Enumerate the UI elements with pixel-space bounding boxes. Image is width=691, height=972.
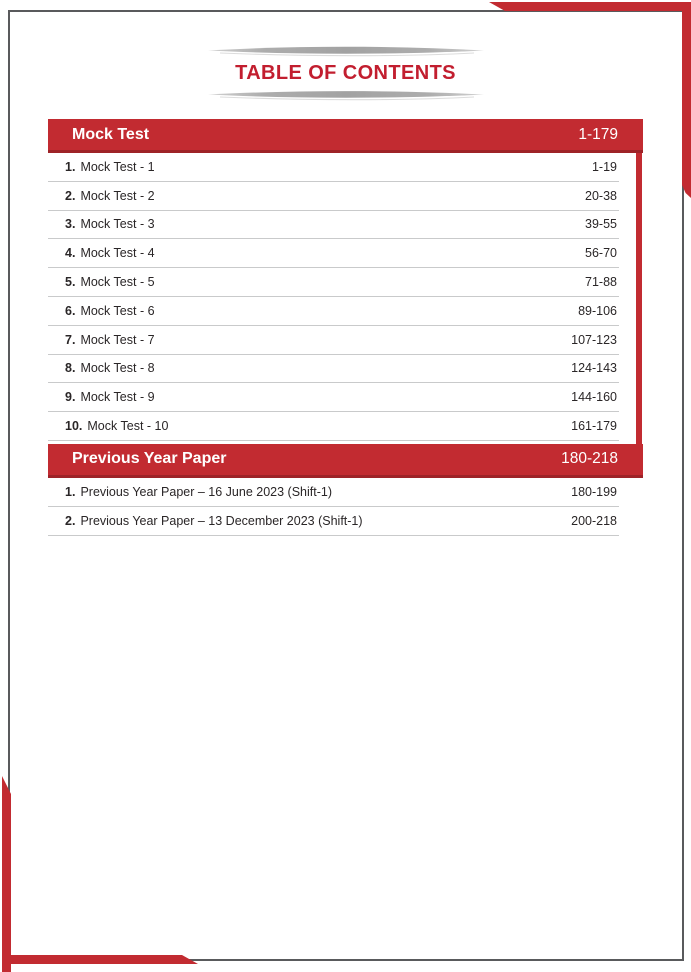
toc-row-number: 3. bbox=[65, 217, 76, 232]
toc-row-label: Mock Test - 3 bbox=[80, 217, 155, 232]
toc-row bbox=[48, 507, 619, 536]
toc-row-pages: 89-106 bbox=[578, 303, 617, 318]
toc-row bbox=[48, 268, 619, 297]
toc-row-pages: 1-19 bbox=[591, 159, 617, 174]
toc-row-text bbox=[65, 514, 363, 528]
toc-row-number: 6. bbox=[65, 303, 76, 318]
toc-section-previous-year-paper bbox=[48, 444, 643, 536]
toc-row-pages: 180-199 bbox=[571, 484, 617, 499]
toc-row bbox=[48, 211, 619, 240]
toc-row-text bbox=[65, 304, 155, 318]
toc-row-label: Mock Test - 1 bbox=[80, 159, 155, 174]
toc-row-label: Mock Test - 5 bbox=[80, 275, 155, 290]
section-header-bar bbox=[48, 119, 643, 153]
toc-row-pages: 144-160 bbox=[571, 390, 617, 405]
toc-row-pages: 56-70 bbox=[585, 246, 617, 261]
toc-row-label: Mock Test - 7 bbox=[80, 332, 155, 347]
toc-row-list bbox=[48, 153, 619, 441]
section-title: Previous Year Paper bbox=[72, 450, 227, 468]
toc-row-text bbox=[65, 390, 155, 404]
toc-row-text bbox=[65, 333, 155, 347]
toc-row-pages: 200-218 bbox=[571, 513, 617, 528]
toc-row-number: 2. bbox=[65, 188, 76, 203]
toc-row-pages: 107-123 bbox=[571, 332, 617, 347]
toc-row-label: Previous Year Paper – 13 December 2023 (Shift-1) bbox=[80, 513, 363, 528]
toc-row-number: 4. bbox=[65, 246, 76, 261]
toc-row-text bbox=[65, 419, 168, 433]
toc-row-label: Mock Test - 9 bbox=[80, 390, 155, 405]
toc-header bbox=[0, 44, 691, 102]
toc-row-number: 10. bbox=[65, 419, 83, 434]
section-title: Mock Test bbox=[72, 125, 150, 143]
page-title: TABLE OF CONTENTS bbox=[235, 62, 456, 84]
toc-row-pages: 161-179 bbox=[571, 419, 617, 434]
toc-row-number: 2. bbox=[65, 513, 76, 528]
toc-row bbox=[48, 478, 619, 507]
toc-row-text bbox=[65, 246, 155, 260]
toc-row-list bbox=[48, 478, 619, 536]
toc-row bbox=[48, 239, 619, 268]
corner-accent-top-right-vertical bbox=[682, 2, 691, 198]
toc-row bbox=[48, 326, 619, 355]
banner-swoosh-bottom-icon bbox=[206, 89, 486, 102]
corner-accent-top-right-horizontal bbox=[489, 2, 691, 11]
toc-section-mock-test bbox=[48, 119, 643, 441]
toc-row-text bbox=[65, 361, 155, 375]
toc-row bbox=[48, 383, 619, 412]
toc-row-number: 5. bbox=[65, 275, 76, 290]
toc-row bbox=[48, 355, 619, 384]
section-page-range: 180-218 bbox=[561, 450, 618, 468]
toc-row-label: Mock Test - 10 bbox=[87, 419, 169, 434]
toc-row bbox=[48, 182, 619, 211]
toc-row bbox=[48, 412, 619, 441]
toc-row-label: Mock Test - 6 bbox=[80, 303, 155, 318]
toc-row-label: Mock Test - 2 bbox=[80, 188, 155, 203]
toc-row-pages: 71-88 bbox=[585, 275, 617, 290]
section-page-range: 1-179 bbox=[578, 125, 618, 143]
toc-row bbox=[48, 153, 619, 182]
toc-row-number: 1. bbox=[65, 484, 76, 499]
toc-row-pages: 124-143 bbox=[571, 361, 617, 376]
toc-row-label: Previous Year Paper – 16 June 2023 (Shift-1) bbox=[80, 484, 332, 499]
corner-accent-bottom-left-horizontal bbox=[2, 955, 198, 964]
toc-body bbox=[48, 119, 643, 536]
toc-row-number: 1. bbox=[65, 159, 76, 174]
section-header-bar bbox=[48, 444, 643, 478]
toc-row-number: 7. bbox=[65, 332, 76, 347]
toc-row-text bbox=[65, 275, 155, 289]
banner-swoosh-top-icon bbox=[206, 44, 486, 57]
toc-row-text bbox=[65, 189, 155, 203]
toc-row-label: Mock Test - 4 bbox=[80, 246, 155, 261]
toc-row-label: Mock Test - 8 bbox=[80, 361, 155, 376]
toc-row-text bbox=[65, 160, 155, 174]
toc-row-text bbox=[65, 485, 332, 499]
toc-row-number: 9. bbox=[65, 390, 76, 405]
toc-row bbox=[48, 297, 619, 326]
corner-accent-bottom-left-vertical bbox=[2, 776, 11, 972]
toc-row-pages: 20-38 bbox=[585, 188, 617, 203]
toc-row-number: 8. bbox=[65, 361, 76, 376]
toc-row-pages: 39-55 bbox=[585, 217, 617, 232]
section-connector-strip bbox=[636, 153, 642, 444]
toc-row-text bbox=[65, 217, 155, 231]
